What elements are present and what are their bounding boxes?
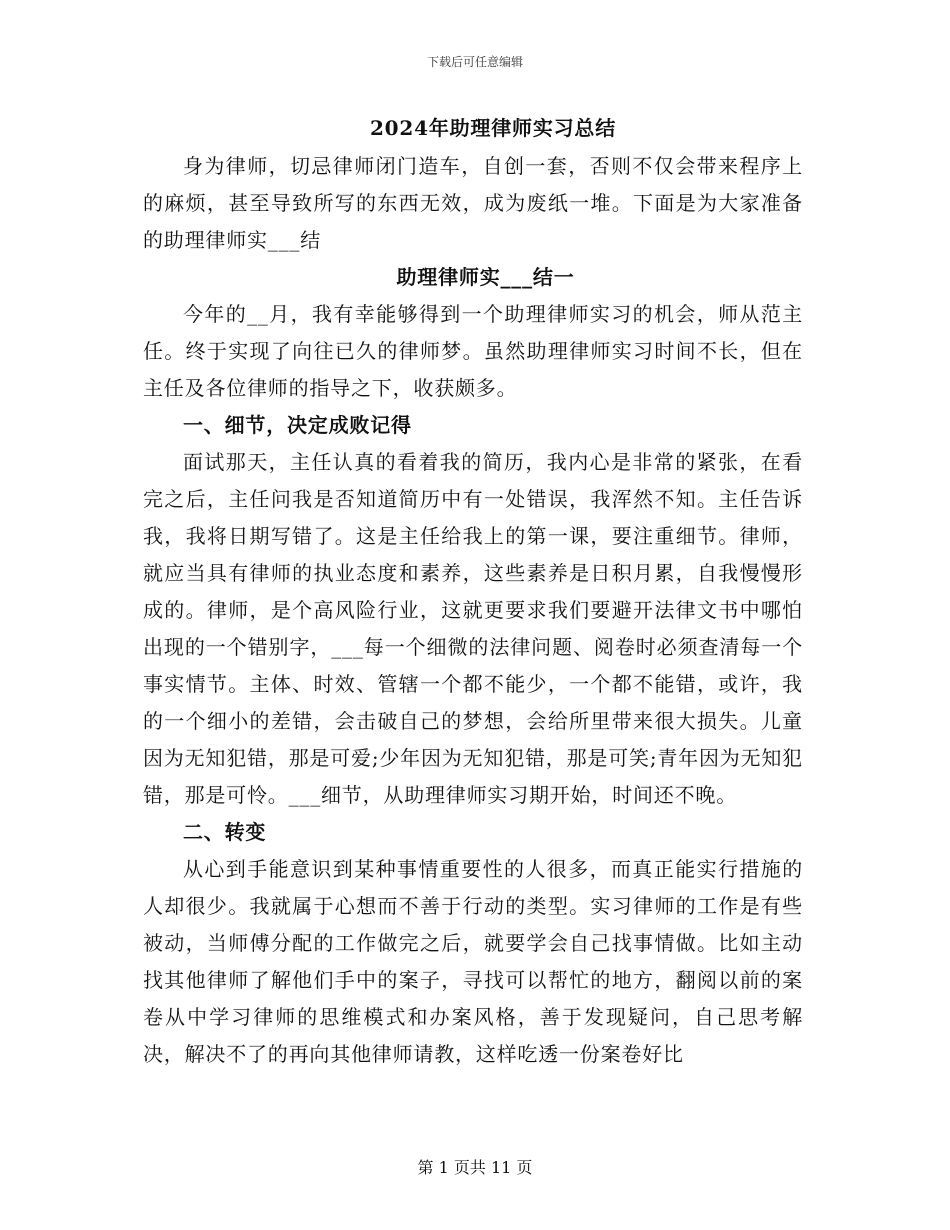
section-1-heading: 一、细节，决定成败记得 — [183, 413, 412, 437]
section-2-heading: 二、转变 — [183, 820, 267, 844]
document-body — [143, 108, 803, 1073]
page-header: 下载后可任意编辑 — [426, 55, 523, 69]
intro-paragraph: 身为律师，切忌律师闭门造车，自创一套，否则不仅会带来程序上的麻烦，甚至导致所写的东西无效，成为废纸一堆。下面是为大家准备的助理律师实___结 — [143, 154, 803, 252]
document-title: 2024年助理律师实习总结 — [369, 116, 617, 140]
document-subtitle: 助理律师实___结一 — [396, 265, 575, 289]
page-footer: 第 1 页共 11 页 — [417, 1158, 533, 1177]
section-1-body: 面试那天，主任认真的看着我的简历，我内心是非常的紧张，在看完之后，主任问我是否知道简历中有一处错误，我浑然不知。主任告诉我，我将日期写错了。这是主任给我上的第一课，要注重细节。律师，就应当具有律师的执业态度和素养，这些素养是日积月累，自我慢慢形成的。律师，是个高风险行业，这就更要求我们要避开法律文书中哪怕出现的一个错别字，___每一个细微的法律问题、阅卷时必须查清每一个事实情节。主体、时效、管辖一个都不能少，一个都不能错，或许，我的一个细小的差错，会击破自己的梦想，会给所里带来很大损失。儿童因为无知犯错，那是可爱;少年因为无知犯错，那是可笑;青年因为无知犯错，那是可怜。___细节，从助理律师实习期开始，时间还不晚。 — [143, 450, 803, 807]
paragraph-1: 今年的__月，我有幸能够得到一个助理律师实习的机会，师从范主任。终于实现了向往已久的律师梦。虽然助理律师实习时间不长，但在主任及各位律师的指导之下，收获颇多。 — [143, 302, 803, 400]
section-2-body: 从心到手能意识到某种事情重要性的人很多，而真正能实行措施的人却很少。我就属于心想而不善于行动的类型。实习律师的工作是有些被动，当师傅分配的工作做完之后，就要学会自己找事情做。比如主动找其他律师了解他们手中的案子，寻找可以帮忙的地方，翻阅以前的案卷从中学习律师的思维模式和办案风格，善于发现疑问，自己思考解决，解决不了的再向其他律师请教，这样吃透一份案卷好比 — [143, 857, 803, 1066]
